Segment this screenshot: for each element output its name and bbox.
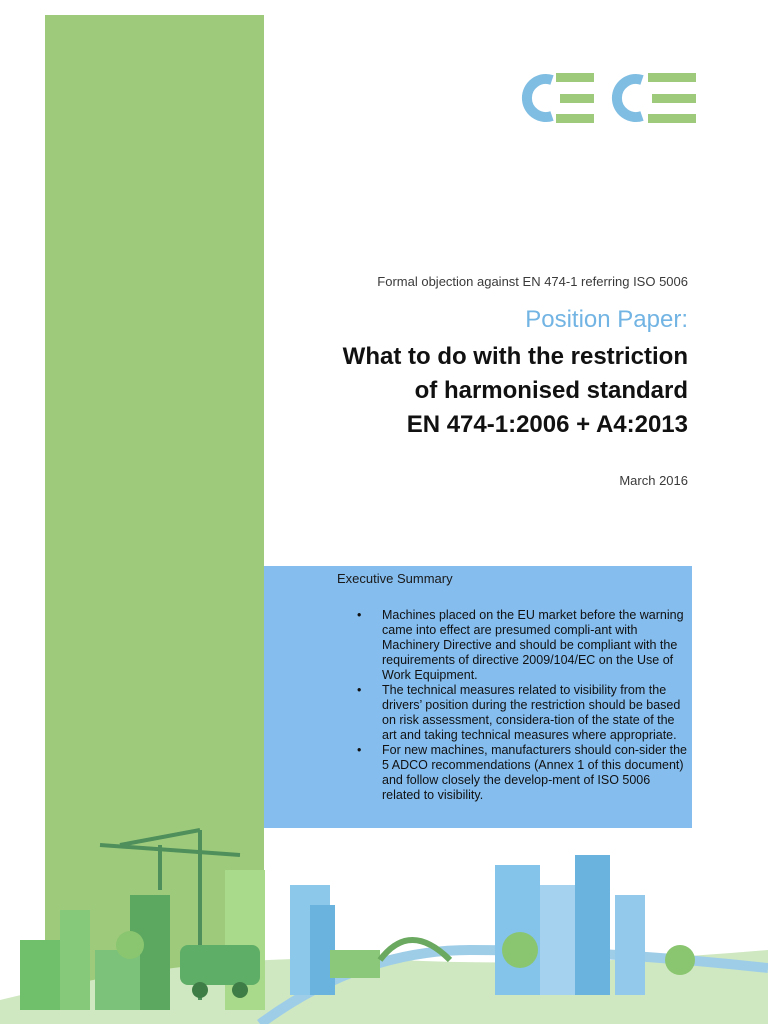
summary-item: [344, 683, 690, 743]
title-line: What to do with the restriction: [342, 343, 688, 370]
tree-icon: [502, 932, 538, 968]
tree-icon: [116, 931, 144, 959]
title-line: EN 474-1:2006 + A4:2013: [406, 411, 688, 438]
summary-item-text: Machines placed on the EU market before the warning came into effect are presumed compli-ant with Machinery Directive and should be compliant with the requirements of directive 2009/104/EC on the Use of Work Equipment.: [382, 608, 684, 682]
building-icon: [615, 895, 645, 995]
document-title: [248, 340, 688, 442]
tree-icon: [665, 945, 695, 975]
publication-date: March 2016: [619, 473, 688, 488]
building-icon: [60, 910, 90, 1010]
building-icon: [575, 855, 610, 995]
building-icon: [95, 950, 140, 1010]
bullet-icon: •: [357, 743, 362, 757]
construction-cityscape-illustration: [0, 800, 768, 1024]
position-paper-label: Position Paper:: [525, 306, 688, 333]
building-icon: [540, 885, 575, 995]
bullet-icon: •: [357, 608, 362, 622]
summary-item-text: For new machines, manufacturers should con-sider the 5 ADCO recommendations (Annex 1 of this document) and follow closely the develop-ment of ISO 5006 related to visibility.: [382, 743, 688, 802]
title-line: of harmonised standard: [414, 377, 688, 404]
summary-item-text: The technical measures related to visibility from the drivers’ position during the restriction should be based on risk assessment, considera-tion of the state of the art and taking technical measures where appropriate.: [382, 683, 681, 742]
summary-item: [344, 608, 690, 683]
bullet-icon: •: [357, 683, 362, 697]
summary-item: [344, 743, 690, 803]
building-icon: [20, 940, 60, 1010]
document-subtitle: Formal objection against EN 474-1 referring ISO 5006: [377, 274, 688, 289]
summary-list: [344, 608, 690, 803]
executive-summary-box: [264, 566, 692, 828]
building-icon: [495, 865, 540, 995]
cece-logo: [508, 68, 700, 128]
summary-heading: Executive Summary: [337, 571, 453, 586]
